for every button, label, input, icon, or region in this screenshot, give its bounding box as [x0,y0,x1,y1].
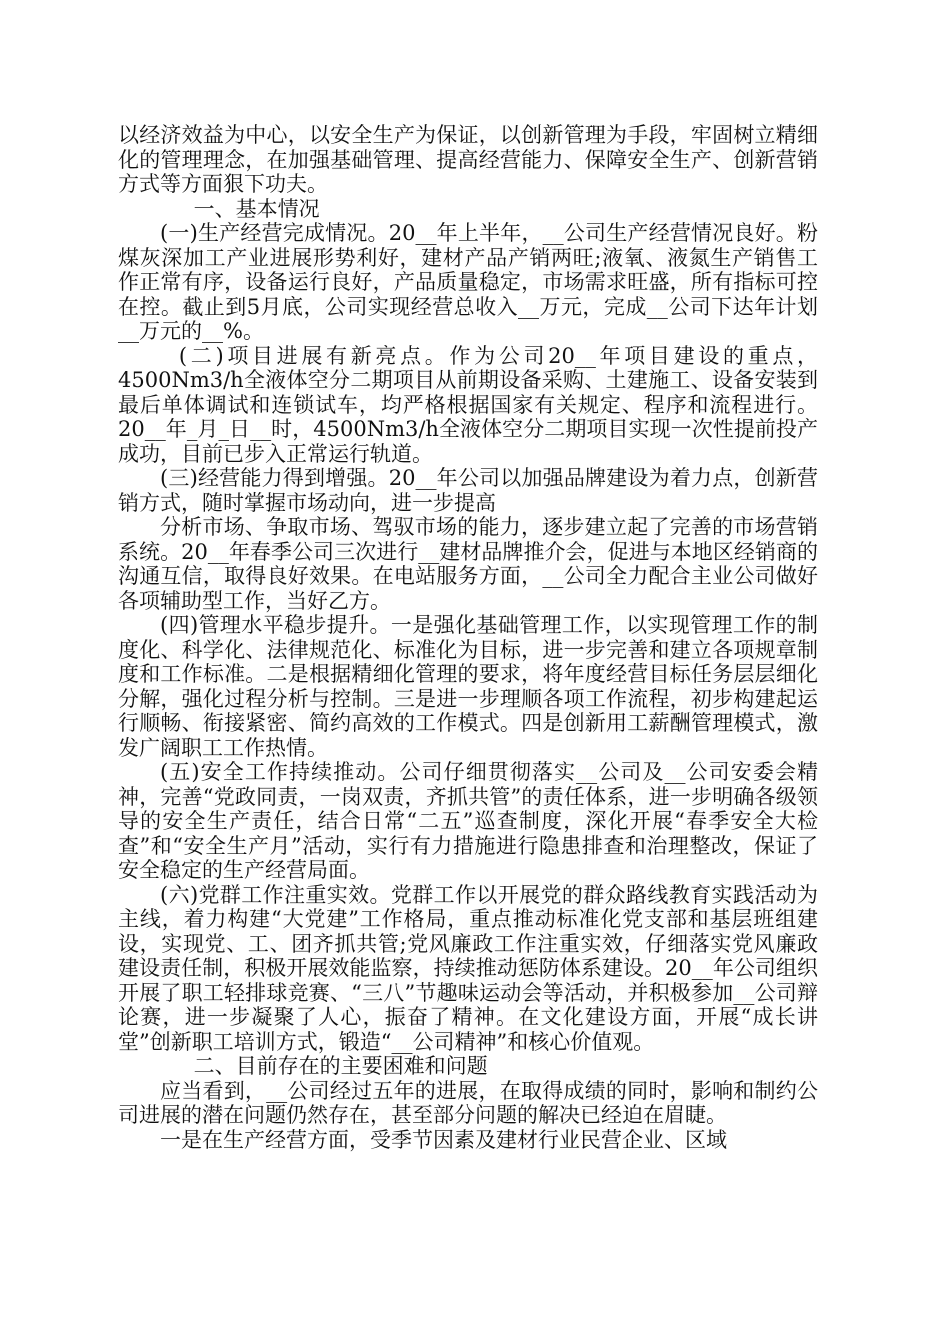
paragraph-management: (四)管理水平稳步提升。一是强化基础管理工作，以实现管理工作的制度化、科学化、法律规范化、标准化为目标，进一步完善和建立各项规章制度和工作标准。二是根据精细化管理的要求，将年度经营目标任务层层细化分解，强化过程分析与控制。三是进一步理顺各项工作流程，初步构建起运行顺畅、衔接紧密、简约高效的工作模式。四是创新用工薪酬管理模式，激发广阔职工工作热情。 [118,613,818,760]
heading-problems: 二、目前存在的主要困难和问题 [193,1054,488,1078]
paragraph-market: 分析市场、争取市场、驾驭市场的能力，逐步建立起了完善的市场营销系统。20__年春季公司三次进行__建材品牌推介会，促进与本地区经销商的沟通互信，取得良好效果。在电站服务方面，__公司全力配合主业公司做好各项辅助型工作，当好乙方。 [118,515,818,613]
paragraph-safety: (五)安全工作持续推动。公司仔细贯彻落实__公司及__公司安委会精神，完善“党政同责，一岗双责，齐抓共管”的责任体系，进一步明确各级领导的安全生产责任，结合日常“二五”巡查制度，深化开展“春季安全大检查”和“安全生产月”活动，实行有力措施进行隐患排查和治理整改，保证了安全稳定的生产经营局面。 [118,760,818,882]
paragraph-problem-one: 一是在生产经营方面，受季节因素及建材行业民营企业、区域 [160,1127,727,1152]
paragraph-problems-intro: 应当看到，__公司经过五年的进展，在取得成绩的同时，影响和制约公司进展的潜在问题仍然存在，甚至部分问题的解决已经迫在眉睫。 [118,1078,818,1127]
heading-basic-situation: 一、基本情况 [193,196,320,221]
paragraph-operation: (三)经营能力得到增强。20__年公司以加强品牌建设为着力点，创新营销方式，随时掌握市场动向，进一步提高 [118,466,818,515]
paragraph-project: (二)项目进展有新亮点。作为公司20__年项目建设的重点，4500Nm3/h全液体空分二期项目从前期设备采购、土建施工、设备安装到最后单体调试和连锁试车，均严格根据国家有关规定、程序和流程进行。20__年_月_日__时，4500Nm3/h全液体空分二期项目实现一次性提前投产成功，目前已步入正常运行轨道。 [118,343,818,466]
document-body [118,123,818,1152]
paragraph-party: (六)党群工作注重实效。党群工作以开展党的群众路线教育实践活动为主线，着力构建“大党建”工作格局，重点推动标准化党支部和基层班组建设，实现党、工、团齐抓共管;党风廉政工作注重实效，仔细落实党风廉政建设责任制，积极开展效能监察，持续推动惩防体系建设。20__年公司组织开展了职工轻排球竞赛、“三八”节趣味运动会等活动，并积极参加__公司辩论赛，进一步凝聚了人心，振奋了精神。在文化建设方面，开展“成长讲堂”创新职工培训方式，锻造“__公司精神”和核心价值观。 [118,882,818,1054]
paragraph-intro: 以经济效益为中心，以安全生产为保证，以创新管理为手段，牢固树立精细化的管理理念，在加强基础管理、提高经营能力、保障安全生产、创新营销方式等方面狠下功夫。 [118,123,818,196]
paragraph-production: (一)生产经营完成情况。20__年上半年，__公司生产经营情况良好。粉煤灰深加工产业进展形势利好，建材产品产销两旺;液氧、液氮生产销售工作正常有序，设备运行良好，产品质量稳定，市场需求旺盛，所有指标可控在控。截止到5月底，公司实现经营总收入__万元，完成__公司下达年计划__万元的__%。 [118,221,818,343]
